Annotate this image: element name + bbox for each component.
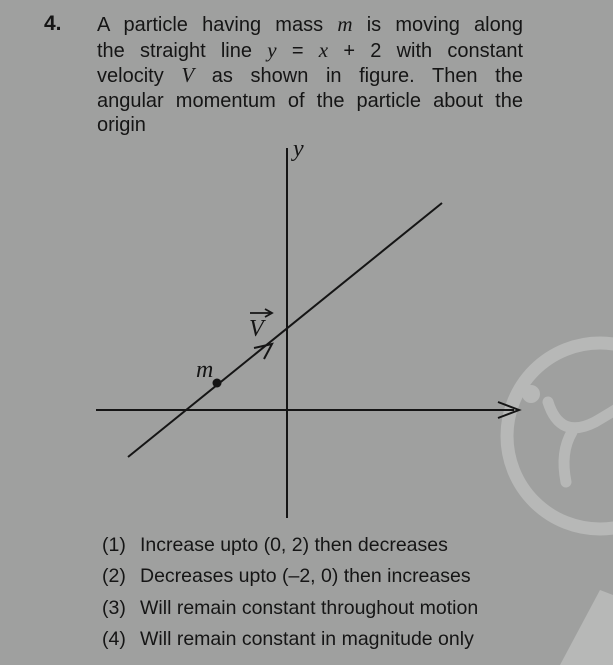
option-text: Will remain constant in magnitude only [140, 627, 474, 650]
question-line-3: velocity V as shown in figure. Then the [97, 63, 523, 88]
watermark-corner-mark [560, 590, 613, 665]
option-text: Will remain constant throughout motion [140, 596, 479, 619]
option-number: (1) [102, 534, 126, 556]
answer-options [102, 530, 478, 655]
question-line-4: angular momentum of the particle about the [97, 89, 523, 112]
question-line-1: A particle having mass m is moving along [97, 12, 523, 36]
velocity-label [249, 309, 272, 342]
option-number: (4) [102, 627, 126, 650]
option-2[interactable] [102, 561, 478, 592]
option-number: (3) [102, 596, 126, 619]
option-number: (2) [102, 565, 126, 588]
option-text: Increase upto (0, 2) then decreases [140, 534, 448, 556]
velocity-arrowhead [254, 344, 272, 359]
trajectory-line [128, 203, 442, 457]
option-4[interactable] [102, 624, 478, 655]
question-number: 4. [44, 12, 62, 35]
mass-label: m [196, 357, 214, 383]
question-line-5: origin [97, 114, 146, 137]
y-axis-label: y [293, 136, 304, 162]
particle-dot [213, 379, 222, 388]
watermark-logo [507, 343, 613, 529]
x-axis [96, 402, 519, 418]
svg-text:V: V [249, 316, 264, 342]
option-text: Decreases upto (–2, 0) then increases [140, 565, 471, 588]
question-line-2: the straight line y = x + 2 with constant [97, 37, 524, 62]
option-1[interactable] [102, 530, 478, 561]
option-3[interactable] [102, 593, 478, 624]
